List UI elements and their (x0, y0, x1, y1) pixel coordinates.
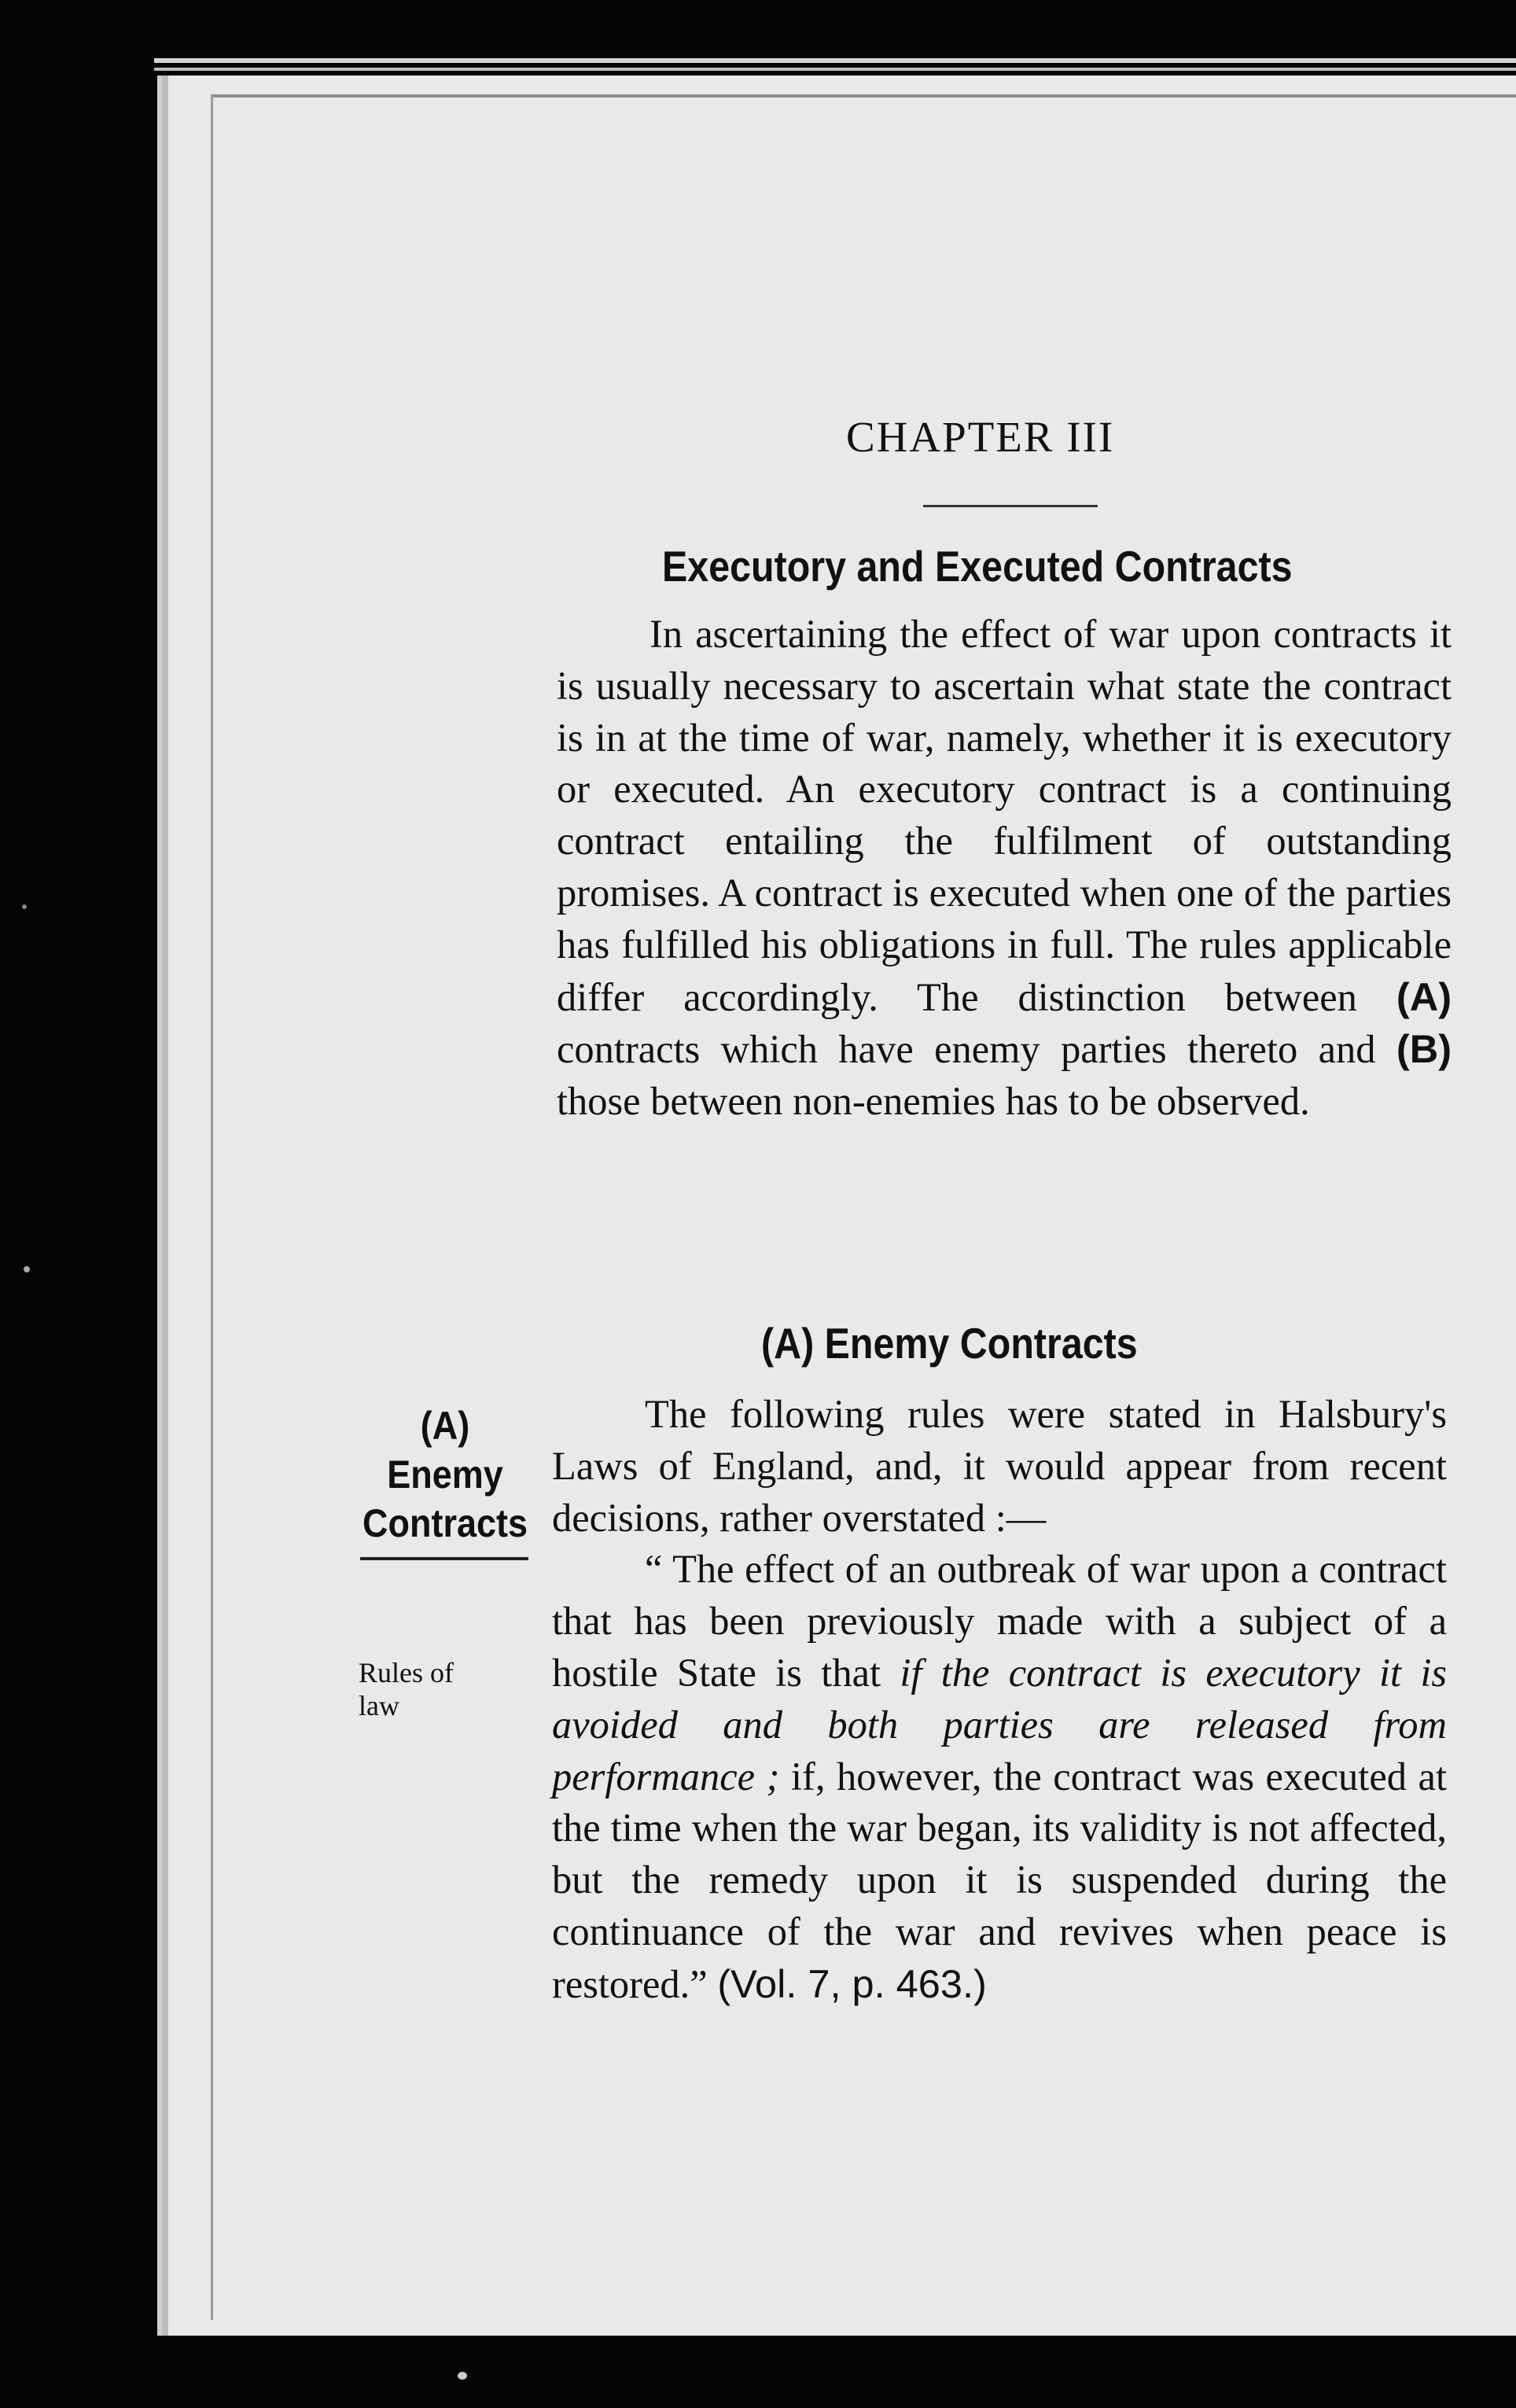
paragraph-1-text: In ascertaining the effect of war upon contracts it is usually necessary to ascertain what state the contract is in at the time of war, namely, whether it is executory or executed. An executory contract is a continuing contract entailing the fulfilment of outstanding promises. A contract is executed when one of the parties has fulfilled his obligations in full. The rules applicable differ accordingly. The distinction between (557, 612, 1452, 1019)
scan-speck (24, 1266, 30, 1272)
paragraph-2-intro: The following rules were stated in Halsbury's Laws of England, and, it would appear from recent decisions, rather overstated :— (552, 1392, 1447, 1540)
margin-heading-line-2: Enemy (387, 1453, 503, 1497)
margin-rule (360, 1557, 528, 1560)
citation: (Vol. 7, p. 463.) (717, 1961, 987, 2006)
chapter-title: CHAPTER III (846, 413, 1115, 461)
top-frame-line (154, 58, 1516, 63)
scan-speck (22, 904, 27, 909)
margin-note: Rules of law (359, 1657, 454, 1721)
scan-speck (458, 2372, 467, 2380)
margin-heading (360, 1401, 530, 1548)
label-b: (B) (1396, 1026, 1452, 1072)
margin-heading-line-1: (A) (420, 1404, 470, 1448)
paragraph-executory-executed (557, 609, 1452, 1128)
quote-end: if, however, the contract was executed at the time when the war began, its validity is not affected, but the remedy upon it is suspended during the continuance of the war and revives when peace is restored.” (552, 1754, 1447, 2006)
top-frame-line-2 (154, 68, 1516, 71)
page-top-edge (211, 94, 1516, 98)
paragraph-1-end: those between non-enemies has to be observed. (557, 1079, 1310, 1124)
paragraph-1-mid: contracts which have enemy parties thereto and (557, 1027, 1376, 1072)
quote-start: “ The effect of an outbreak of war upon a contract that has been previously made with a subject of a hostile State is that (552, 1547, 1447, 1695)
quote-italic: if the contract is executory it is avoided and both parties are released from performance ; (552, 1650, 1448, 1799)
margin-heading-line-3: Contracts (362, 1501, 528, 1545)
page-inner-edge (211, 94, 213, 2320)
label-a: (A) (1396, 974, 1452, 1019)
section-heading: Executory and Executed Contracts (662, 542, 1293, 591)
title-rule (923, 505, 1098, 507)
paragraph-enemy-contracts (552, 1389, 1447, 2011)
sub-heading-enemy-contracts: (A) Enemy Contracts (761, 1319, 1138, 1368)
